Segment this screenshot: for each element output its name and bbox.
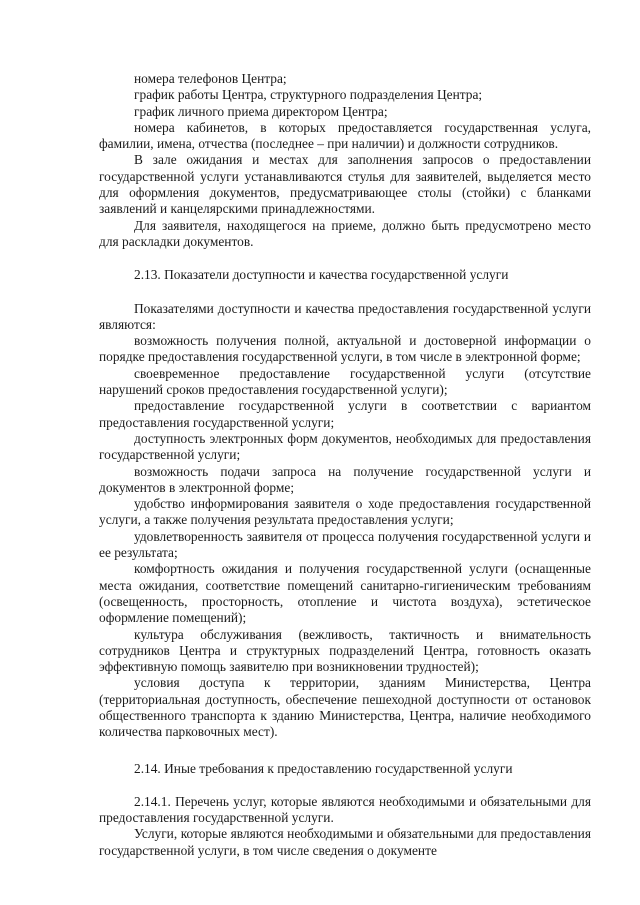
paragraph: 2.14.1. Перечень услуг, которые являются необходимыми и обязательными для предоставления государственной услуги.: [99, 793, 591, 826]
paragraph: условия доступа к территории, зданиям Министерства, Центра (территориальная доступность, обеспечение пешеходной доступности от остановок общественного транспорта к зданию Министерства, Центра, наличие необходимого количества парковочных мест).: [99, 675, 591, 740]
paragraph: возможность подачи запроса на получение государственной услуги и документов в электронной форме;: [99, 463, 591, 495]
section-heading-2-13: 2.13. Показатели доступности и качества государственной услуги: [134, 267, 509, 283]
paragraph: Показателями доступности и качества предоставления государственной услуги являются:: [99, 300, 591, 332]
spacer: [99, 777, 591, 794]
paragraph: своевременное предоставление государственной услуги (отсутствие нарушений сроков предоставления государственной услуги);: [99, 365, 591, 398]
paragraph: номера телефонов Центра;: [134, 71, 287, 86]
paragraph: удовлетворенность заявителя от процесса получения государственной услуги и ее результата;: [99, 528, 591, 561]
paragraph: Услуги, которые являются необходимыми и обязательными для предоставления государственной услуги, в том числе сведения о документе: [99, 826, 591, 858]
paragraph: возможность получения полной, актуальной и достоверной информации о порядке предоставления государственной услуги, в том числе в электронной форме;: [99, 333, 591, 365]
spacer: [99, 741, 591, 761]
paragraph: номера кабинетов, в которых предоставляется государственная услуга, фамилии, имена, отчества (последнее – при наличии) и должности сотрудников.: [99, 119, 591, 152]
paragraph: Для заявителя, находящегося на приеме, должно быть предусмотрено место для раскладки документов.: [99, 217, 591, 249]
paragraph: комфортность ожидания и получения государственной услуги (оснащенные места ожидания, соответствие помещений санитарно-гигиеническим требованиям (освещенность, просторность, отопление и чистота воздуха), эстетическое оформление помещений);: [99, 561, 591, 626]
spacer: [99, 284, 591, 301]
paragraph: удобство информирования заявителя о ходе предоставления государственной услуги, а также получения результата предоставления услуги;: [99, 496, 591, 528]
paragraph: доступность электронных форм документов, необходимых для предоставления государственной услуги;: [99, 430, 591, 463]
paragraph: график личного приема директором Центра;: [134, 103, 388, 119]
section-heading-2-14: 2.14. Иные требования к предоставлению государственной услуги: [134, 760, 513, 776]
document-body: [99, 71, 591, 859]
spacer: [99, 250, 591, 267]
paragraph: предоставление государственной услуги в соответствии с вариантом предоставления государственной услуги;: [99, 398, 591, 430]
paragraph: график работы Центра, структурного подразделения Центра;: [134, 87, 483, 103]
paragraph: В зале ожидания и местах для заполнения запросов о предоставлении государственной услуги устанавливаются стулья для заявителей, выделяется место для оформления документов, предусматривающее столы (стойки) с бланками заявлений и канцелярскими принадлежностями.: [99, 152, 591, 217]
paragraph: культура обслуживания (вежливость, тактичность и внимательность сотрудников Центра и структурных подразделений Центра, готовность оказать эффективную помощь заявителю при возникновении трудностей);: [99, 626, 591, 675]
